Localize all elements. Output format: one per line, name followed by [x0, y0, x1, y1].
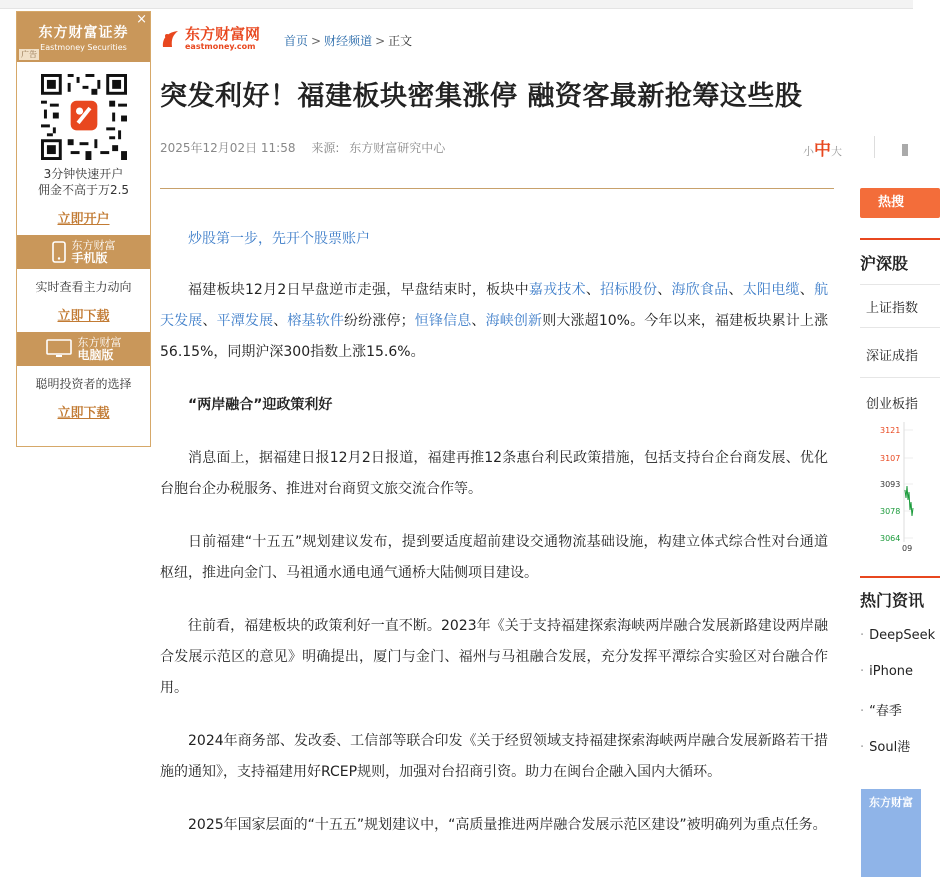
article-title: 突发利好！福建板块密集涨停 融资客最新抢筹这些股: [160, 81, 803, 112]
ad-mobile-title-1: 东方财富: [71, 239, 116, 252]
breadcrumb-current: 正文: [388, 34, 413, 48]
news-item[interactable]: · DeepSeek: [860, 628, 936, 643]
ad-pc-title-1: 东方财富: [77, 336, 122, 349]
sidebar-ad[interactable]: [861, 789, 921, 877]
divider: [860, 327, 940, 328]
article-source: 东方财富研究中心: [349, 141, 446, 155]
market-section-rule: [860, 238, 940, 240]
paragraph-5: 2024年商务部、发改委、工信部等联合印发《关于经贸领域支持福建探索海峡两岸融合发展新路若干措施的通知》，支持福建用好RCEP规则，加强对台招商引资。助力在闽台企融入国内大循环。: [160, 733, 828, 780]
ad-qr-caption-1: 3分钟快速开户: [43, 167, 124, 181]
close-icon[interactable]: ×: [136, 12, 147, 27]
ad-pc-title-2: 电脑版: [77, 348, 114, 362]
paragraph-1: 福建板块12月2日早盘逆市走强，早盘结束时，板块中嘉戎技术、招标股份、海欣食品、太阳电缆、航天发展、平潭发展、榕基软件纷纷涨停；恒锋信息、海峡创新则大涨超10%。今年以来，福建板块累计上涨56.15%，同期沪深300指数上涨15.6%。: [160, 282, 829, 360]
chart-time-label: 09: [902, 544, 913, 553]
monitor-icon: [46, 339, 72, 359]
chart-tick-3093: 3093: [880, 480, 901, 489]
stock-link[interactable]: 恒锋信息: [414, 313, 472, 329]
phone-icon: [52, 241, 66, 263]
title-divider: [160, 188, 834, 189]
logo-text-en: eastmoney.com: [185, 42, 256, 51]
divider: [860, 377, 940, 378]
stock-link[interactable]: 招标股份: [600, 282, 658, 298]
stock-link[interactable]: 海峡创新: [485, 313, 543, 329]
hot-search-button[interactable]: 热搜: [860, 188, 940, 218]
stock-link[interactable]: 太阳电缆: [742, 282, 800, 298]
ad-mobile-title-2: 手机版: [71, 251, 108, 265]
stock-link[interactable]: 航天发展: [160, 282, 829, 329]
index-mini-chart: [860, 420, 913, 556]
index-shenzhen[interactable]: 深证成指: [866, 349, 919, 364]
breadcrumb-channel[interactable]: 财经频道: [324, 34, 373, 48]
ad-mobile-banner: [17, 235, 150, 269]
paragraph-3: 日前福建“十五五”规划建议发布，提到要适度超前建设交通物流基础设施，构建立体式综合性对台通道枢纽，推进向金门、马祖通水通电通气通桥大陆侧项目建设。: [160, 534, 828, 581]
paragraph-6: 2025年国家层面的“十五五”规划建议中，“高质量推进两岸融合发展示范区建设”被明确列为重点任务。: [188, 817, 827, 833]
site-logo[interactable]: [160, 26, 260, 51]
font-size-control: [803, 135, 842, 160]
ad-brand: 东方财富证券: [38, 25, 129, 41]
left-ad-panel: [16, 11, 151, 447]
eastmoney-logo-icon: [160, 28, 182, 50]
ad-tag: 广告: [21, 50, 37, 59]
stock-link[interactable]: 嘉戎技术: [528, 282, 586, 298]
sidebar-ad-brand: 东方财富: [869, 796, 913, 809]
news-item[interactable]: · iPhone: [860, 664, 914, 679]
index-shanghai[interactable]: 上证指数: [866, 301, 919, 316]
news-item[interactable]: · Soul港: [860, 740, 911, 755]
article-source-label: 来源:: [311, 141, 340, 155]
mobile-download-link[interactable]: 立即下载: [57, 309, 110, 324]
stock-link[interactable]: 平潭发展: [216, 313, 274, 329]
article-meta: [160, 139, 457, 156]
ad-pc-desc: 聪明投资者的选择: [35, 377, 132, 391]
breadcrumb-home[interactable]: 首页: [284, 34, 309, 48]
news-item[interactable]: · “春季: [860, 704, 902, 719]
article-subheading: “两岸融合”迎政策利好: [188, 397, 333, 413]
chart-tick-3121: 3121: [880, 426, 901, 435]
ad-brand-en: Eastmoney Securities: [40, 43, 127, 52]
open-account-promo-link[interactable]: 炒股第一步，先开个股票账户: [188, 231, 370, 247]
market-section-title: 沪深股: [860, 254, 909, 273]
ad-pc-banner: [17, 332, 150, 366]
qr-code-icon: [41, 74, 127, 160]
logo-text-cn: 东方财富网: [185, 25, 261, 43]
chart-tick-3107: 3107: [880, 454, 901, 463]
browser-top-strip: [0, 0, 913, 9]
article-date: 2025年12月02日 11:58: [160, 141, 296, 155]
font-mid-button[interactable]: 中: [814, 140, 831, 160]
article-body: [160, 224, 828, 863]
breadcrumb: 首页 > 财经频道 > 正文: [284, 34, 413, 48]
paragraph-4: 往前看，福建板块的政策利好一直不断。2023年《关于支持福建探索海峡两岸融合发展新路建设两岸融合发展示范区的意见》明确提出，厦门与金门、福州与马祖融合发展，充分发挥平潭综合实验区对台融合作用。: [160, 618, 828, 696]
chart-tick-3078: 3078: [880, 507, 901, 516]
font-large-button[interactable]: 大: [831, 145, 842, 158]
index-chinext[interactable]: 创业板指: [866, 397, 919, 412]
pc-download-link[interactable]: 立即下载: [57, 406, 110, 421]
ad-header: [17, 12, 150, 62]
ad-qr-caption-2: 佣金不高于万2.5: [37, 183, 130, 197]
stock-link[interactable]: 榕基软件: [287, 313, 345, 329]
news-section-title: 热门资讯: [860, 591, 925, 610]
news-section-rule: [860, 576, 940, 578]
chart-tick-3064: 3064: [880, 534, 901, 543]
ad-mobile-desc: 实时查看主力动向: [35, 280, 132, 294]
right-sidebar: [860, 0, 936, 877]
paragraph-2: 消息面上，据福建日报12月2日报道，福建再推12条惠台利民政策措施，包括支持台企台商发展、优化台胞台企办税服务、推进对台商贸文旅交流合作等。: [160, 450, 828, 497]
open-account-link[interactable]: 立即开户: [57, 212, 110, 227]
font-small-button[interactable]: 小: [803, 145, 814, 158]
stock-link[interactable]: 海欣食品: [671, 282, 729, 298]
divider: [860, 284, 940, 285]
